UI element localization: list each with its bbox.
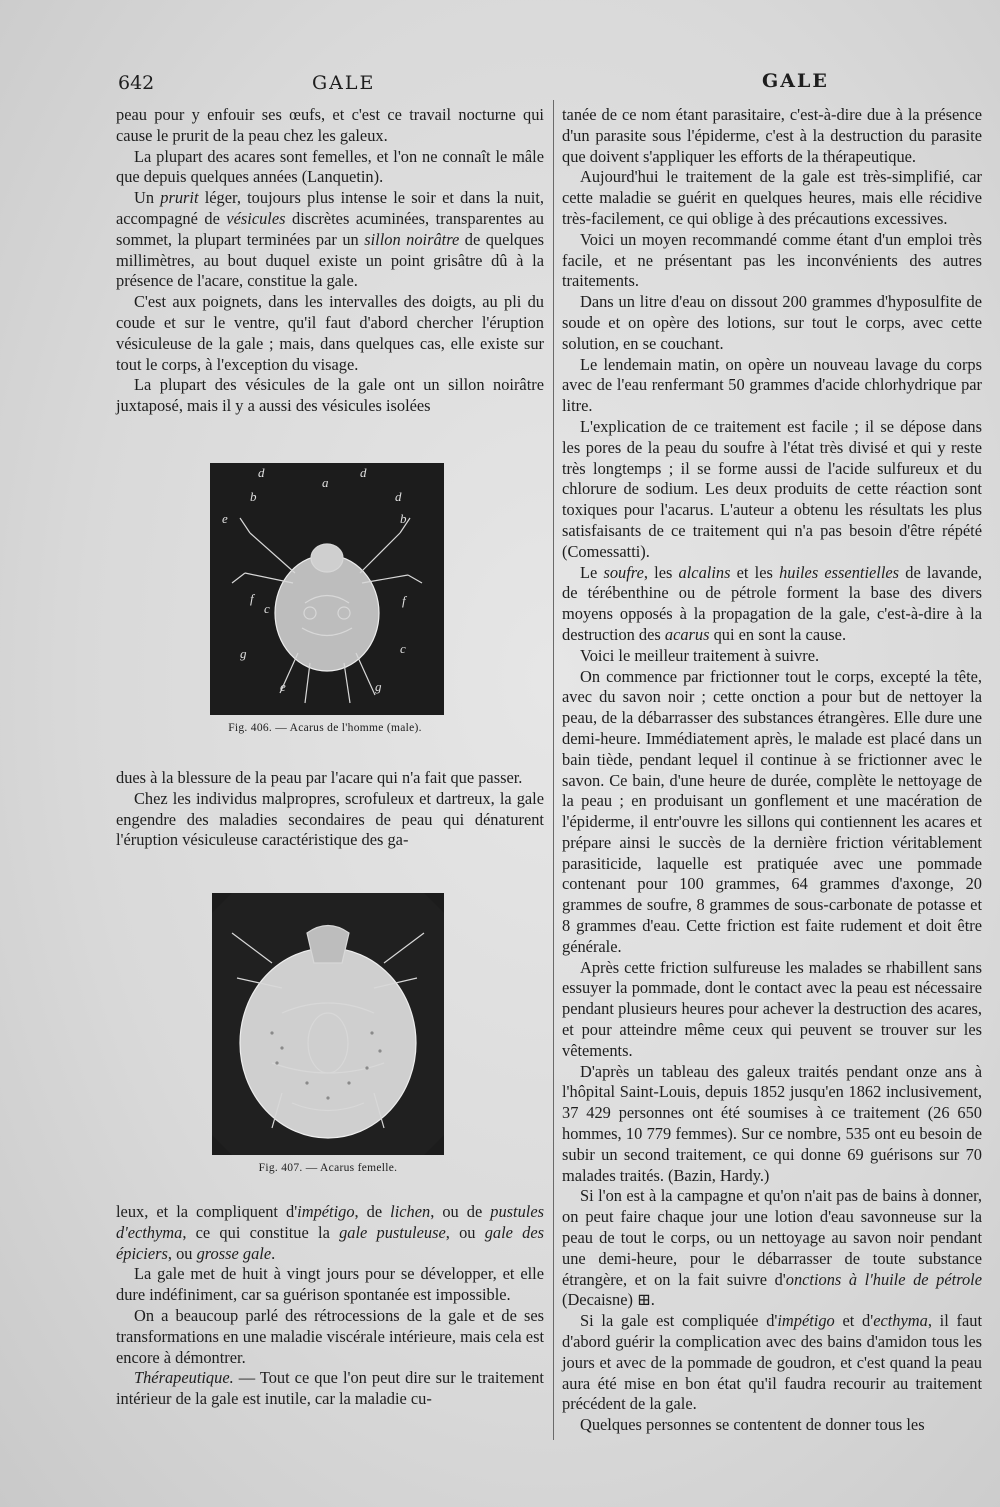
- figure-label: b: [400, 511, 407, 526]
- paragraph: Chez les individus malpropres, scrofuleux et dartreux, la gale engendre des maladies secondaires de peau qui dénaturent l'éruption vésiculeuse caractéristique des ga-: [116, 788, 544, 850]
- column-divider: [553, 100, 554, 1440]
- paragraph: Quelques personnes se contentent de donner tous les: [580, 1415, 925, 1435]
- left-column-block-2: [116, 768, 544, 851]
- acarus-male-illustration: [210, 463, 444, 715]
- right-column: [562, 105, 982, 1436]
- figure-label: d: [258, 465, 265, 480]
- paragraph: La plupart des acares sont femelles, et l'on ne connaît le mâle que depuis quelques années (Lanquetin).: [116, 146, 544, 187]
- left-column-block-3: [116, 1202, 544, 1410]
- figure-label: c: [264, 601, 270, 616]
- paragraph: tanée de ce nom étant parasitaire, c'est-à-dire due à la présence d'un parasite sous l'épiderme, c'est à la destruction du parasite que doivent s'appliquer les efforts de la thérapeutique.: [562, 105, 982, 166]
- paragraph: Voici un moyen recommandé comme étant d'un emploi très facile, et ne présentant pas les inconvénients des autres traitements.: [562, 229, 982, 291]
- paragraph: D'après un tableau des galeux traités pendant onze ans à l'hôpital Saint-Louis, depuis 1852 jusqu'en 1862 inclusivement, 37 429 personnes ont été soumises à ce traitement (26 650 hommes, 10 779 femmes). Sur ce nombre, 535 ont eu besoin de subir un second traitement, ce qui donne 69 guérisons sur 70 malades traités. (Bazin, Hardy.): [562, 1061, 982, 1185]
- paragraph: On a beaucoup parlé des rétrocessions de la gale et de ses transformations en une maladie viscérale intérieure, mais cela est encore à démontrer.: [116, 1305, 544, 1367]
- figure-label: f: [402, 593, 406, 608]
- paragraph: Voici le meilleur traitement à suivre.: [580, 645, 820, 665]
- paragraph: C'est aux poignets, dans les intervalles des doigts, au pli du coude et sur le ventre, qu'il faut d'abord chercher l'éruption vésiculeuse de la gale ; mais, dans quelques cas, elle existe sur tout le corps, à l'exception du visage.: [116, 292, 544, 374]
- paragraph: leux, et la compliquent d'impétigo, de lichen, ou de pustules d'ecthyma, ce qui constitue la gale pustuleuse, ou gale des épiciers, ou grosse gale.: [116, 1202, 545, 1263]
- page-number: 642: [118, 72, 155, 94]
- acarus-female-illustration: [212, 893, 444, 1155]
- figure-label: b: [250, 489, 257, 504]
- paragraph: Le soufre, les alcalins et les huiles essentielles de lavande, de térébenthine ou de pétrole forment la base des divers moyens opposés à la propagation de la gale, c'est-à-dire à la destruction des acarus qui en sont la cause.: [562, 562, 982, 644]
- paragraph: La plupart des vésicules de la gale ont un sillon noirâtre juxtaposé, mais il y a aussi des vésicules isolées: [116, 375, 544, 416]
- paragraph: Thérapeutique. — Tout ce que l'on peut dire sur le traitement intérieur de la gale est inutile, car la maladie cu-: [116, 1368, 544, 1409]
- figure-label: a: [322, 475, 329, 490]
- figure-label: e: [280, 679, 286, 694]
- paragraph: La gale met de huit à vingt jours pour se développer, et elle dure indéfiniment, car sa guérison spontanée est impossible.: [116, 1264, 544, 1305]
- running-head-right: GALE: [762, 70, 829, 92]
- paragraph: L'explication de ce traitement est facile ; il se dépose dans les pores de la peau du soufre à l'état très divisé et qui y reste très longtemps ; il se forme aussi de l'acide sulfureux et du chlorure de sodium. Les deux produits de cette réaction sont toxiques pour l'acarus. L'auteur a obtenu les résultats les plus satisfaisants de ce traitement qui n'a pas besoin d'être répété (Comessatti).: [562, 416, 982, 561]
- figure-label: c: [400, 641, 406, 656]
- paragraph: Si la gale est compliquée d'impétigo et d'ecthyma, il faut d'abord guérir la complication avec des bains d'amidon tous les jours et avec de la pommade de goudron, et c'est quand la peau aura été mise en bon état qu'il faudra recourir au traitement précédent de la gale.: [562, 1311, 982, 1414]
- figure-label: f: [250, 591, 254, 606]
- figure-label: g: [375, 679, 382, 694]
- paragraph: Si l'on est à la campagne et qu'on n'ait pas de bains à donner, on peut faire chaque jour une lotion d'eau savonneuse sur la peau de tout le corps, ou un nettoyage au savon noir pendant une demi-heure, pour le débarrasser de toute substance étrangère, et on la fait suivre d'onctions à l'huile de pétrole (Decaisne) ⊞.: [562, 1186, 982, 1310]
- figure-406-image: [210, 463, 444, 715]
- paragraph: Après cette friction sulfureuse les malades se rhabillent sans essuyer la pommade, dont le contact avec la peau est nécessaire pendant plusieurs heures pour achever la destruction des acares, et pour atteindre même ceux qui peuvent se trouver sur les vêtements.: [562, 957, 982, 1060]
- figure-407-caption: Fig. 407. — Acarus femelle.: [258, 1162, 398, 1174]
- figure-label: d: [360, 465, 367, 480]
- running-head-left: GALE: [312, 72, 376, 94]
- figure-label: d: [395, 489, 402, 504]
- paragraph: On commence par frictionner tout le corps, excepté la tête, avec du savon noir ; cette onction a pour but de nettoyer la peau, de la débarrasser des substances étrangères. Elle dure une demi-heure. Immédiatement après, le malade est placé dans un bain tiède, pendant lequel il continue à se frictionner avec le savon. Ce bain, d'une heure de durée, complète le nettoyage de la peau ; en produisant un gonflement et une macération de l'épiderme, il entr'ouvre les sillons qui contiennent les acares et prépare ainsi le succès de la dernière friction véritablement parasiticide, laquelle est pratiquée avec une pommade contenant pour 100 grammes, 64 grammes d'axonge, 20 grammes de soufre, 8 grammes de sous-carbonate de potasse et 8 grammes d'eau. Cette friction est faite rudement et doit être générale.: [562, 666, 982, 956]
- left-column-block-1: [116, 105, 544, 417]
- paragraph: peau pour y enfouir ses œufs, et c'est ce travail nocturne qui cause le prurit de la peau chez les galeux.: [116, 105, 544, 145]
- figure-407-image: [212, 893, 444, 1155]
- figure-406-caption: Fig. 406. — Acarus de l'homme (male).: [228, 722, 422, 734]
- paragraph: Dans un litre d'eau on dissout 200 grammes d'hyposulfite de soude et on opère des lotions, sur tout le corps, avec cette solution, en se couchant.: [562, 292, 982, 353]
- figure-label: g: [240, 646, 247, 661]
- paragraph: dues à la blessure de la peau par l'acare qui n'a fait que passer.: [116, 768, 523, 787]
- paragraph: Le lendemain matin, on opère un nouveau lavage du corps avec de l'eau renfermant 50 grammes d'acide chlorhydrique par litre.: [562, 354, 982, 416]
- paragraph: Un prurit léger, toujours plus intense le soir et dans la nuit, accompagné de vésicules discrètes acuminées, transparentes au sommet, la plupart terminées par un sillon noirâtre de quelques millimètres, au bout duquel existe un point grisâtre dû à la présence de l'acare, constitue la gale.: [116, 188, 544, 291]
- paragraph: Aujourd'hui le traitement de la gale est très-simplifié, car cette maladie se guérit en quelques heures, mais elle récidive très-facilement, ce qui oblige à des précautions excessives.: [562, 167, 982, 228]
- figure-label: e: [222, 511, 228, 526]
